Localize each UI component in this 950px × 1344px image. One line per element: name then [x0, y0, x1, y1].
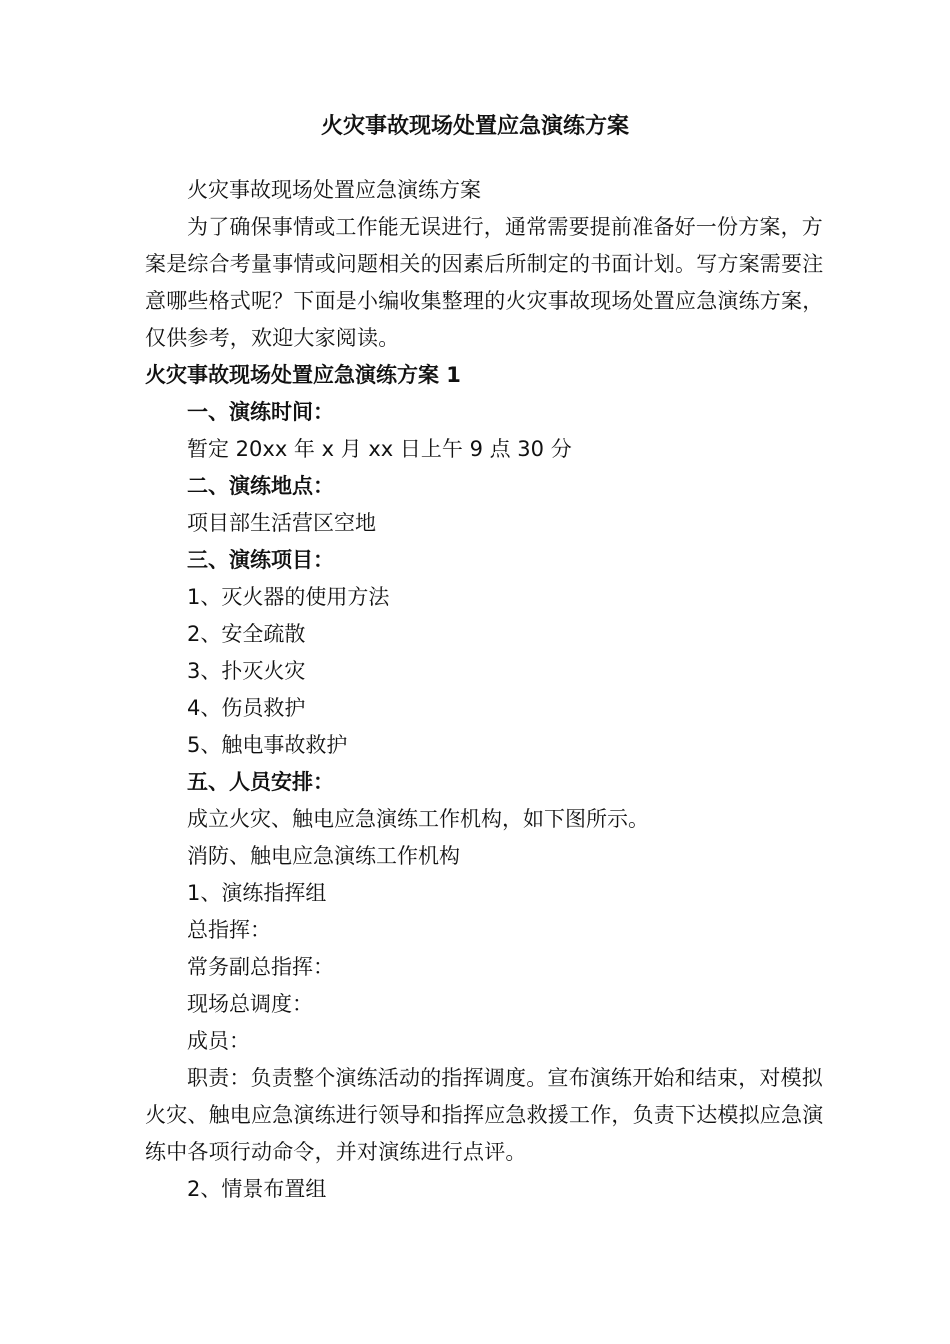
deputy-commander-label: 常务副总指挥：	[187, 955, 334, 979]
list-item: 4、伤员救护	[187, 696, 306, 720]
drill-time-heading: 一、演练时间：	[187, 400, 334, 424]
list-item: 2、安全疏散	[187, 622, 306, 646]
members-label: 成员：	[187, 1029, 250, 1053]
group2-title: 2、情景布置组	[187, 1177, 327, 1201]
drill-location-value: 项目部生活营区空地	[187, 511, 376, 535]
section-title: 火灾事故现场处置应急演练方案 1	[145, 363, 461, 387]
list-item: 1、灭火器的使用方法	[187, 585, 390, 609]
drill-location-heading: 二、演练地点：	[187, 474, 334, 498]
duty-paragraph: 职责：负责整个演练活动的指挥调度。宣布演练开始和结束，对模拟火灾、触电应急演练进行领导和指挥应急救援工作，负责下达模拟应急演练中各项行动命令，并对演练进行点评。	[145, 1066, 824, 1164]
document-body	[145, 172, 835, 1208]
intro-paragraph: 为了确保事情或工作能无误进行，通常需要提前准备好一份方案，方案是综合考量事情或问题相关的因素后所制定的书面计划。写方案需要注意哪些格式呢？下面是小编收集整理的火灾事故现场处置应急演练方案，仅供参考，欢迎大家阅读。	[145, 215, 824, 350]
document-title: 火灾事故现场处置应急演练方案	[320, 114, 629, 139]
group1-title: 1、演练指挥组	[187, 881, 327, 905]
drill-time-value: 暂定 20xx 年 x 月 xx 日上午 9 点 30 分	[187, 437, 572, 461]
org-title: 消防、触电应急演练工作机构	[187, 844, 460, 868]
staff-intro: 成立火灾、触电应急演练工作机构，如下图所示。	[187, 807, 649, 831]
staff-heading: 五、人员安排：	[187, 770, 334, 794]
drill-items-heading: 三、演练项目：	[187, 548, 334, 572]
intro-heading: 火灾事故现场处置应急演练方案	[187, 178, 481, 202]
list-item: 5、触电事故救护	[187, 733, 348, 757]
commander-label: 总指挥：	[187, 918, 271, 942]
list-item: 3、扑灭火灾	[187, 659, 306, 683]
site-dispatcher-label: 现场总调度：	[187, 992, 313, 1016]
